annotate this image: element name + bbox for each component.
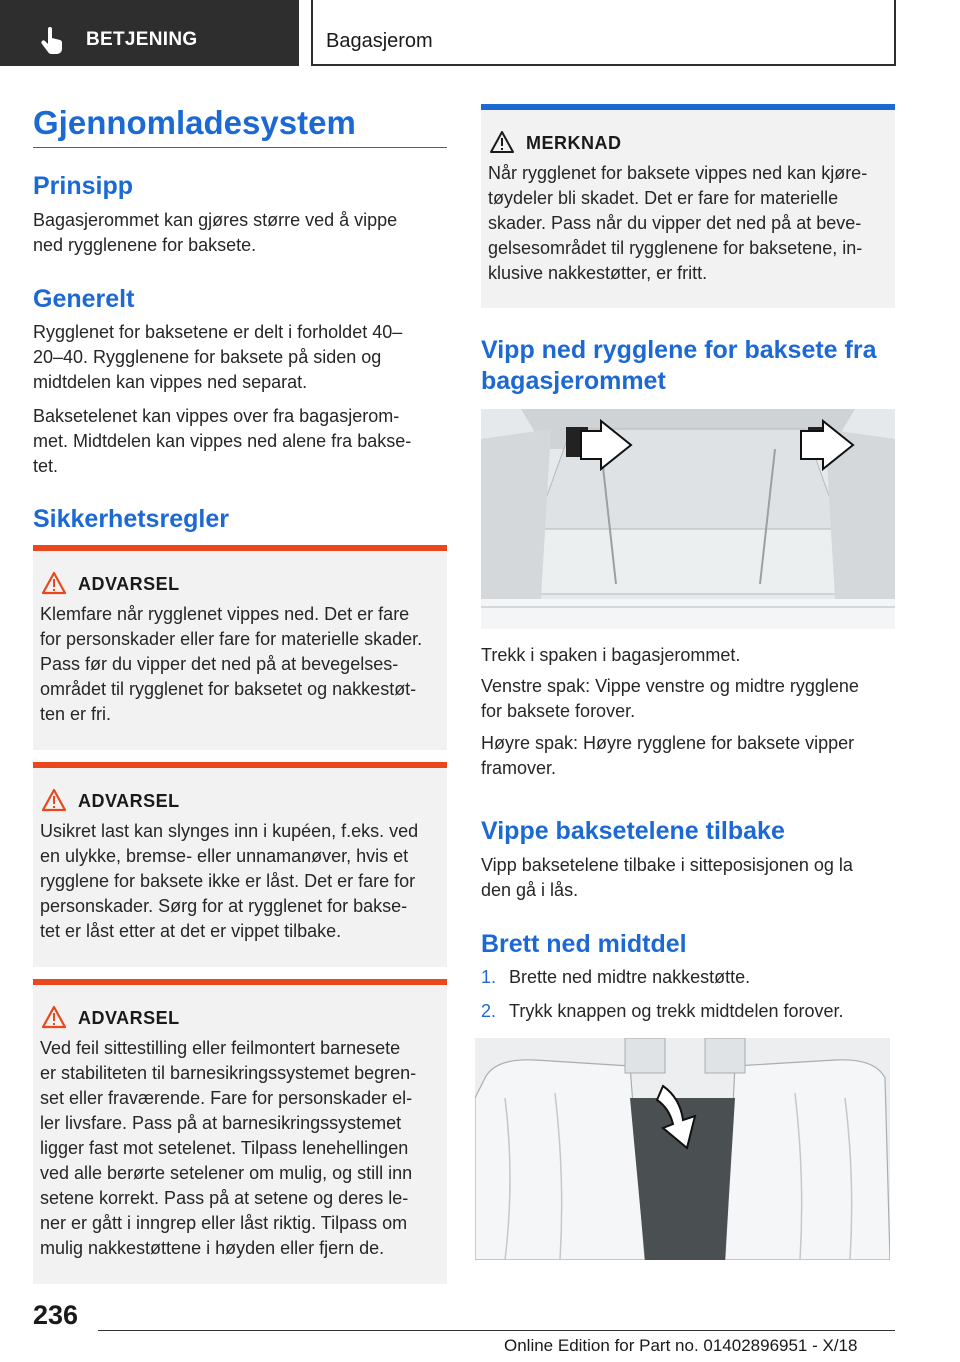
warning-box-3	[33, 979, 447, 1284]
step-text: Trykk knappen og trekk midtdelen forover.	[509, 1001, 844, 1021]
warning-title: ADVARSEL	[78, 574, 180, 594]
heading-vippe-tilbake: Vippe baksetelene tilbake	[481, 817, 785, 845]
footer-rule	[98, 1330, 895, 1331]
warning-bar	[33, 979, 447, 985]
heading-prinsipp: Prinsipp	[33, 172, 134, 200]
header-chapter-label: Bagasjerom	[326, 30, 433, 52]
note-box	[481, 104, 895, 308]
note-text: Når rygglenet for baksete vippes ned kan kjøre‐ tøydeler bli skadet. Det er fare for materielle skader. Pass når du vipper det ned på at beve‐ gelsesområdet til rygglenene for baksetene, in‐ klusive nakkestøtter, er fritt.	[488, 163, 868, 283]
warning-triangle-icon	[41, 788, 67, 812]
footer-edition: Online Edition for Part no. 01402896951 - X/18	[504, 1336, 858, 1355]
heading-vipp-ned: Vipp ned rygglene for baksete fra bagasjerommet	[481, 336, 877, 395]
warning-box-1	[33, 545, 447, 750]
tilbake-text: Vipp baksetelene tilbake i sitteposisjonen og la den gå i lås.	[481, 855, 853, 900]
page-number: 236	[33, 1300, 79, 1330]
vipp-text-1: Trekk i spaken i bagasjerommet.	[481, 645, 741, 665]
prinsipp-text: Bagasjerommet kan gjøres større ved å vippe ned rygglenene for baksete.	[33, 210, 398, 255]
warning-box-2	[33, 762, 447, 967]
rear-seat-illustration	[475, 1038, 890, 1260]
warning-text: Ved feil sittestilling eller feilmontert barnesete er stabiliteten til barnesikringssystemet begren‐ set eller fraværende. Fare for personskader el‐ ler livsfare. Pass på at barnesikringssystemet ligger fast mot setelenet. Tilpass lenehellingen ved alle berørte setelener om mulig, og still inn setene korrekt. Pass på at setene og deres le‐ ner er gått i inngrep eller låst riktig. Tilpass om mulig nakkestøttene i høyden eller fjern de.	[40, 1038, 417, 1258]
vipp-text-3: Høyre spak: Høyre rygglene for baksete vipper framover.	[481, 733, 855, 778]
trunk-illustration	[481, 409, 895, 629]
hand-pointer-icon	[40, 27, 66, 55]
generelt-text-1: Rygglenet for baksetene er delt i forholdet 40– 20–40. Rygglenene for baksete på siden og midtdelen kan vippes ned separat.	[33, 322, 403, 392]
step-number: 2.	[481, 1001, 497, 1021]
heading-generelt: Generelt	[33, 285, 135, 313]
warning-triangle-icon	[41, 571, 67, 595]
warning-text: Klemfare når rygglenet vippes ned. Det er fare for personskader eller fare for materielle skader. Pass før du vipper det ned på at bevegelses‐ området til rygglenet for baksetet og nakkestøt‐ ten er fri.	[40, 604, 423, 724]
warning-title: ADVARSEL	[78, 1008, 180, 1028]
warning-bar	[33, 762, 447, 768]
generelt-text-2: Baksetelenet kan vippes over fra bagasjerom‐ met. Midtdelen kan vippes ned alene fra bakse‐ tet.	[33, 406, 412, 476]
heading-sikkerhetsregler: Sikkerhetsregler	[33, 505, 229, 533]
step-text: Brette ned midtre nakkestøtte.	[509, 967, 751, 987]
warning-bar	[33, 545, 447, 551]
note-bar	[481, 104, 895, 110]
heading-brett-ned: Brett ned midtdel	[481, 930, 687, 958]
vipp-text-2: Venstre spak: Vippe venstre og midtre rygglene for baksete forover.	[481, 676, 859, 721]
step-number: 1.	[481, 967, 497, 987]
warning-title: ADVARSEL	[78, 791, 180, 811]
note-title: MERKNAD	[526, 133, 622, 153]
note-triangle-icon	[489, 130, 515, 154]
page-title: Gjennomladesystem	[33, 104, 356, 141]
warning-triangle-icon	[41, 1005, 67, 1029]
title-rule	[33, 147, 447, 148]
header-section-label: BETJENING	[86, 29, 198, 50]
warning-text: Usikret last kan slynges inn i kupéen, f.eks. ved en ulykke, bremse- eller unnamanøver, hvis et rygglene for baksete ikke er låst. Det er fare for personskader. Sørg for at rygglenet for bakse‐ tet er låst etter at det er vippet tilbake.	[40, 821, 419, 941]
